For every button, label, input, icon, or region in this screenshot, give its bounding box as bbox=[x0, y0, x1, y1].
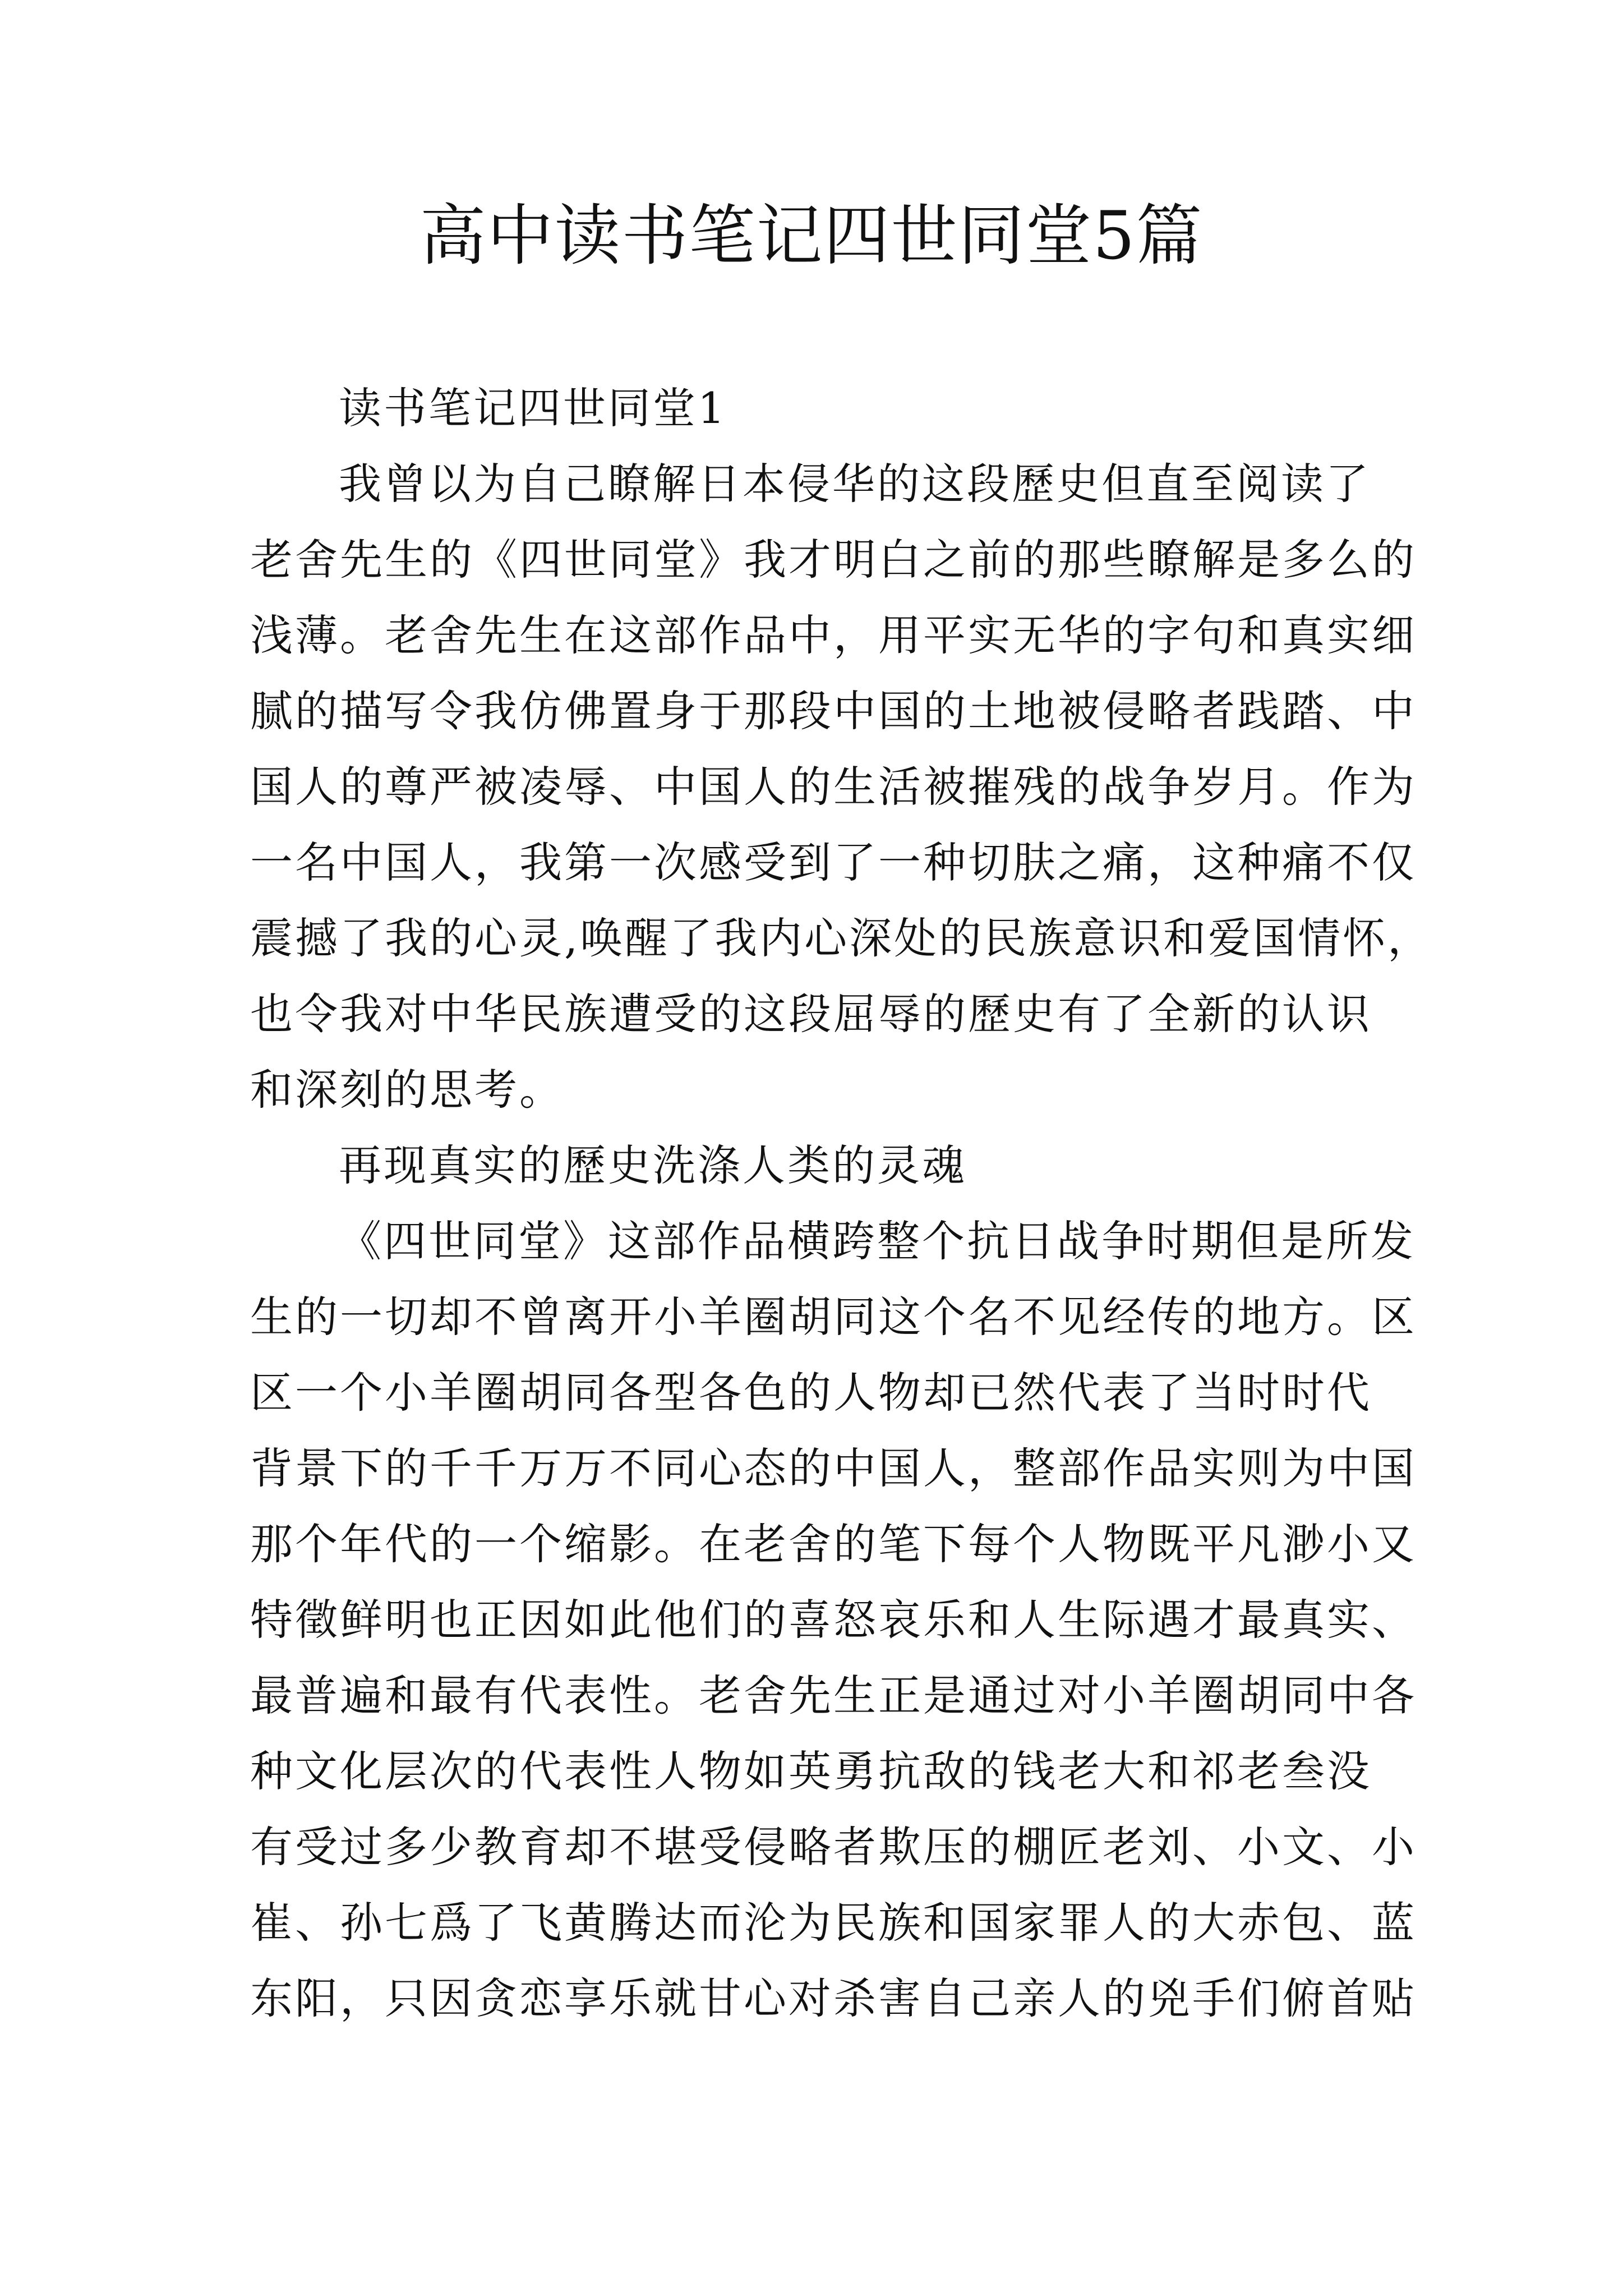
text-line: 腻的描写令我仿佛置身于那段中国的土地被侵略者践踏、中 bbox=[250, 686, 1417, 736]
text-line: 浅薄。老舍先生在这部作品中，用平实无华的字句和真实细 bbox=[250, 610, 1417, 660]
text-line: 种文化层次的代表性人物如英勇抗敌的钱老大和祁老叁没 bbox=[250, 1746, 1372, 1796]
text-line: 老舍先生的《四世同堂》我才明白之前的那些瞭解是多么的 bbox=[250, 535, 1417, 585]
text-line: 那个年代的一个缩影。在老舍的笔下每个人物既平凡渺小又 bbox=[250, 1519, 1417, 1569]
text-line: 生的一切却不曾离开小羊圈胡同这个名不见经传的地方。区 bbox=[250, 1292, 1417, 1342]
text-line: 国人的尊严被凌辱、中国人的生活被摧残的战争岁月。作为 bbox=[250, 762, 1417, 812]
text-line: 最普遍和最有代表性。老舍先生正是通过对小羊圈胡同中各 bbox=[250, 1671, 1417, 1720]
text-line: 崔、孙七爲了飞黄腾达而沦为民族和国家罪人的大赤包、蓝 bbox=[250, 1898, 1417, 1948]
text-line: 背景下的千千万万不同心态的中国人，整部作品实则为中国 bbox=[250, 1443, 1417, 1493]
text-line: 我曾以为自己瞭解日本侵华的这段歷史但直至阅读了 bbox=[339, 459, 1371, 509]
text-line: 区一个小羊圈胡同各型各色的人物却已然代表了当时时代 bbox=[250, 1368, 1372, 1418]
text-line: 有受过多少教育却不堪受侵略者欺压的棚匠老刘、小文、小 bbox=[250, 1822, 1417, 1872]
text-line: 一名中国人，我第一次感受到了一种切肤之痛，这种痛不仅 bbox=[250, 838, 1417, 887]
text-line: 东阳，只因贪恋享乐就甘心对杀害自己亲人的兇手们俯首贴 bbox=[250, 1973, 1417, 2023]
document-title: 高中读书笔记四世同堂5篇 bbox=[419, 197, 1204, 274]
text-line: 读书笔记四世同堂1 bbox=[339, 383, 727, 433]
text-line: 震撼了我的心灵,唤醒了我内心深处的民族意识和爱国情怀， bbox=[250, 913, 1433, 963]
document-body bbox=[250, 370, 1433, 2036]
text-line: 再现真实的歷史洗涤人类的灵魂 bbox=[339, 1140, 967, 1190]
text-line: 特徵鲜明也正因如此他们的喜怒哀乐和人生际遇才最真实、 bbox=[250, 1595, 1417, 1645]
text-line: 和深刻的思考。 bbox=[250, 1065, 564, 1115]
text-line: 也令我对中华民族遭受的这段屈辱的歷史有了全新的认识 bbox=[250, 989, 1372, 1039]
text-line: 《四世同堂》这部作品横跨整个抗日战争时期但是所发 bbox=[339, 1216, 1415, 1266]
